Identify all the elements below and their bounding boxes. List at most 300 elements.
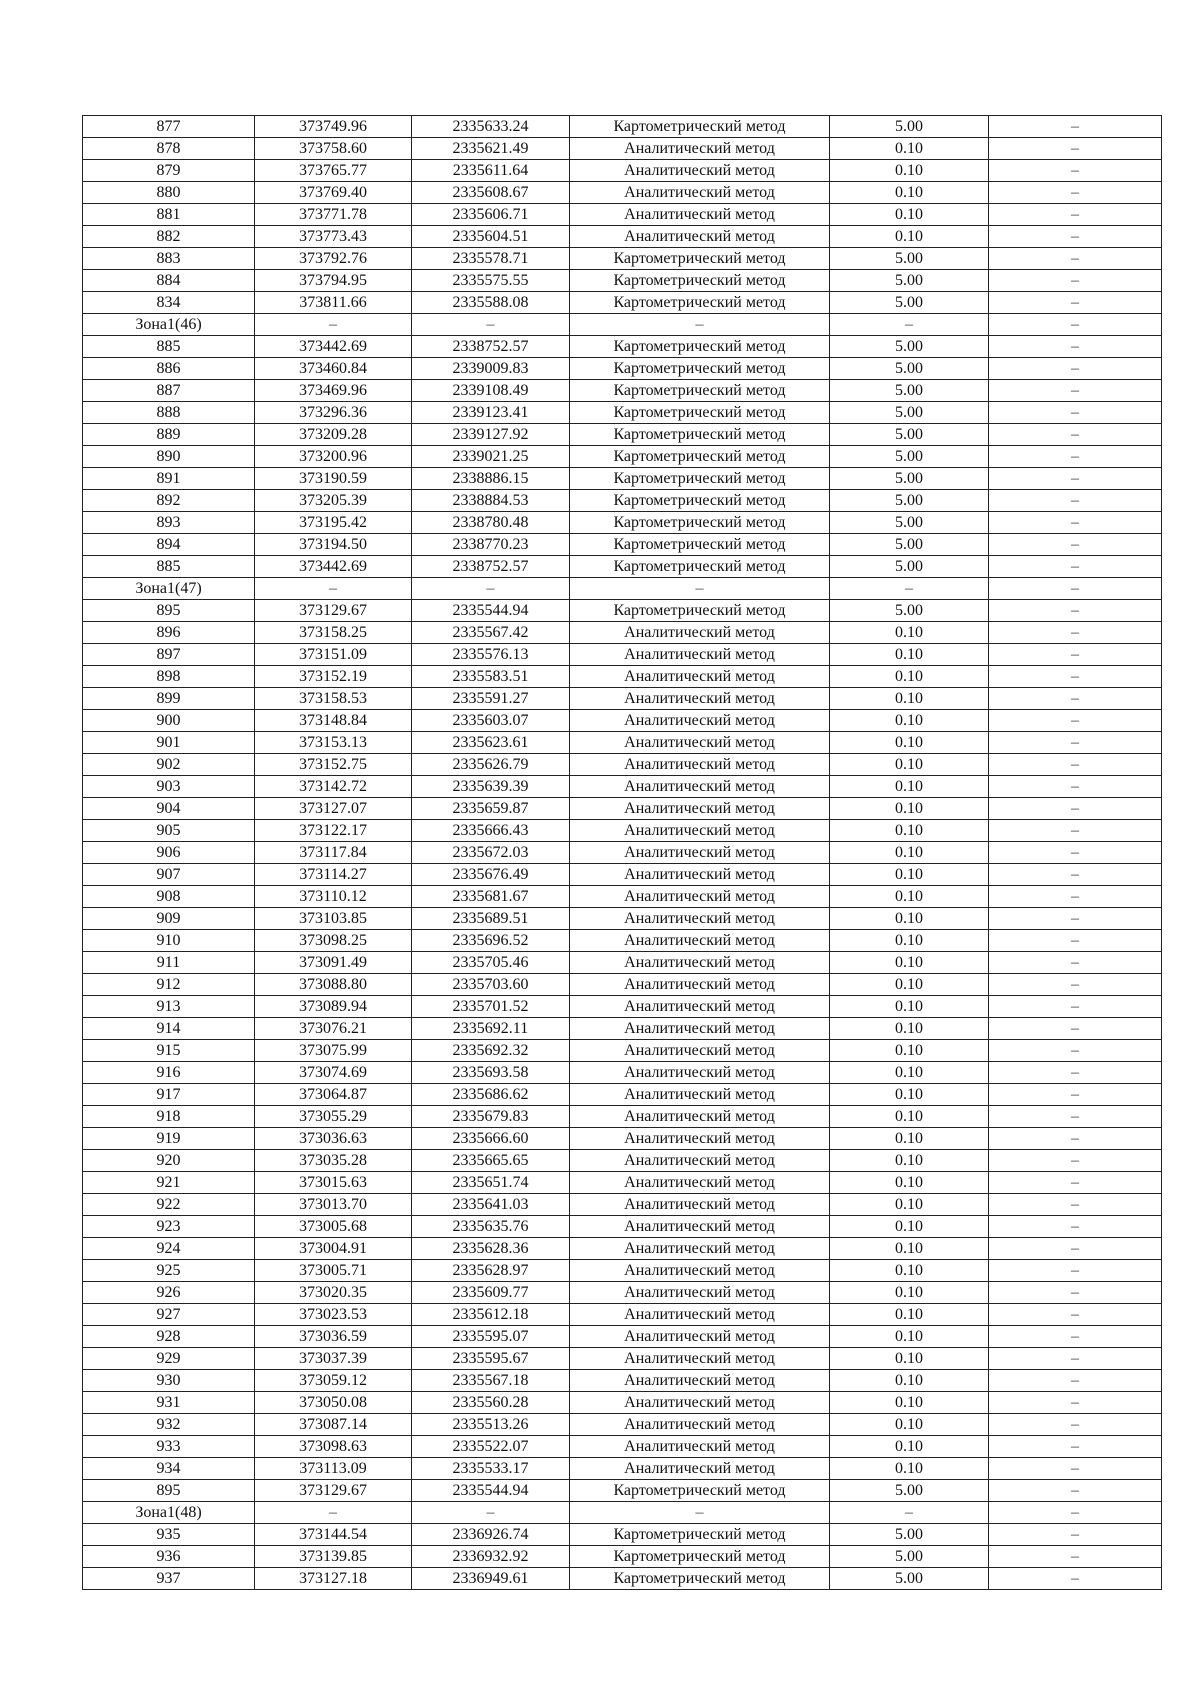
- note-cell: –: [989, 490, 1162, 512]
- method-cell: Аналитический метод: [570, 182, 830, 204]
- accuracy-cell: 5.00: [830, 1480, 989, 1502]
- y-coordinate-cell: 2335635.76: [412, 1216, 570, 1238]
- note-cell: –: [989, 1260, 1162, 1282]
- accuracy-cell: 5.00: [830, 1546, 989, 1568]
- x-coordinate-cell: 373442.69: [255, 336, 412, 358]
- method-cell: Картометрический метод: [570, 490, 830, 512]
- table-row: [83, 974, 1162, 996]
- accuracy-cell: 0.10: [830, 1260, 989, 1282]
- x-coordinate-cell: 373442.69: [255, 556, 412, 578]
- table-row: [83, 248, 1162, 270]
- method-cell: Картометрический метод: [570, 468, 830, 490]
- method-cell: Аналитический метод: [570, 1018, 830, 1040]
- table-row: [83, 820, 1162, 842]
- table-row: [83, 864, 1162, 886]
- x-coordinate-cell: 373098.63: [255, 1436, 412, 1458]
- point-number-cell: 926: [83, 1282, 255, 1304]
- accuracy-cell: 5.00: [830, 600, 989, 622]
- point-number-cell: 897: [83, 644, 255, 666]
- note-cell: –: [989, 556, 1162, 578]
- method-cell: Аналитический метод: [570, 820, 830, 842]
- accuracy-cell: 0.10: [830, 1326, 989, 1348]
- x-coordinate-cell: 373117.84: [255, 842, 412, 864]
- x-coordinate-cell: 373200.96: [255, 446, 412, 468]
- note-cell: –: [989, 1458, 1162, 1480]
- accuracy-cell: 0.10: [830, 688, 989, 710]
- y-coordinate-cell: 2335513.26: [412, 1414, 570, 1436]
- method-cell: Аналитический метод: [570, 1194, 830, 1216]
- method-cell: Картометрический метод: [570, 358, 830, 380]
- y-coordinate-cell: 2338770.23: [412, 534, 570, 556]
- y-coordinate-cell: 2335686.62: [412, 1084, 570, 1106]
- table-row: [83, 358, 1162, 380]
- accuracy-cell: 0.10: [830, 996, 989, 1018]
- y-coordinate-cell: 2339021.25: [412, 446, 570, 468]
- note-cell: –: [989, 534, 1162, 556]
- table-row: [83, 1524, 1162, 1546]
- x-coordinate-cell: 373020.35: [255, 1282, 412, 1304]
- note-cell: –: [989, 1238, 1162, 1260]
- point-number-cell: 917: [83, 1084, 255, 1106]
- table-row: [83, 1216, 1162, 1238]
- x-coordinate-cell: 373765.77: [255, 160, 412, 182]
- method-cell: Картометрический метод: [570, 424, 830, 446]
- accuracy-cell: 0.10: [830, 1018, 989, 1040]
- y-coordinate-cell: 2339108.49: [412, 380, 570, 402]
- table-row: [83, 754, 1162, 776]
- y-coordinate-cell: 2335696.52: [412, 930, 570, 952]
- x-coordinate-cell: 373110.12: [255, 886, 412, 908]
- y-coordinate-cell: 2335692.11: [412, 1018, 570, 1040]
- table-row: [83, 886, 1162, 908]
- point-number-cell: 899: [83, 688, 255, 710]
- method-cell: Аналитический метод: [570, 952, 830, 974]
- point-number-cell: 931: [83, 1392, 255, 1414]
- y-coordinate-cell: –: [412, 314, 570, 336]
- accuracy-cell: 0.10: [830, 1062, 989, 1084]
- x-coordinate-cell: 373059.12: [255, 1370, 412, 1392]
- accuracy-cell: 0.10: [830, 666, 989, 688]
- point-number-cell: 896: [83, 622, 255, 644]
- method-cell: Аналитический метод: [570, 886, 830, 908]
- y-coordinate-cell: 2335641.03: [412, 1194, 570, 1216]
- y-coordinate-cell: 2335628.97: [412, 1260, 570, 1282]
- table-row: [83, 446, 1162, 468]
- coordinates-table: [82, 115, 1162, 1590]
- point-number-cell: 924: [83, 1238, 255, 1260]
- point-number-cell: Зона1(47): [83, 578, 255, 600]
- method-cell: Картометрический метод: [570, 336, 830, 358]
- x-coordinate-cell: 373004.91: [255, 1238, 412, 1260]
- note-cell: –: [989, 1348, 1162, 1370]
- x-coordinate-cell: 373194.50: [255, 534, 412, 556]
- accuracy-cell: 0.10: [830, 1414, 989, 1436]
- table-row: [83, 1304, 1162, 1326]
- accuracy-cell: 5.00: [830, 358, 989, 380]
- note-cell: –: [989, 446, 1162, 468]
- table-row: [83, 424, 1162, 446]
- point-number-cell: 937: [83, 1568, 255, 1590]
- point-number-cell: 894: [83, 534, 255, 556]
- accuracy-cell: –: [830, 314, 989, 336]
- note-cell: –: [989, 754, 1162, 776]
- method-cell: Аналитический метод: [570, 864, 830, 886]
- method-cell: Аналитический метод: [570, 1172, 830, 1194]
- x-coordinate-cell: 373152.75: [255, 754, 412, 776]
- table-row: [83, 1194, 1162, 1216]
- x-coordinate-cell: 373749.96: [255, 116, 412, 138]
- y-coordinate-cell: 2339009.83: [412, 358, 570, 380]
- x-coordinate-cell: 373771.78: [255, 204, 412, 226]
- table-row: [83, 1238, 1162, 1260]
- y-coordinate-cell: 2335603.07: [412, 710, 570, 732]
- y-coordinate-cell: 2338884.53: [412, 490, 570, 512]
- point-number-cell: 919: [83, 1128, 255, 1150]
- accuracy-cell: 0.10: [830, 1084, 989, 1106]
- table-row: [83, 1172, 1162, 1194]
- method-cell: Аналитический метод: [570, 930, 830, 952]
- accuracy-cell: 0.10: [830, 226, 989, 248]
- note-cell: –: [989, 710, 1162, 732]
- x-coordinate-cell: –: [255, 1502, 412, 1524]
- method-cell: Аналитический метод: [570, 1304, 830, 1326]
- y-coordinate-cell: 2336949.61: [412, 1568, 570, 1590]
- y-coordinate-cell: 2335623.61: [412, 732, 570, 754]
- table-row: [83, 490, 1162, 512]
- point-number-cell: 877: [83, 116, 255, 138]
- accuracy-cell: 5.00: [830, 468, 989, 490]
- y-coordinate-cell: 2335544.94: [412, 1480, 570, 1502]
- accuracy-cell: 0.10: [830, 930, 989, 952]
- note-cell: –: [989, 578, 1162, 600]
- method-cell: Картометрический метод: [570, 402, 830, 424]
- table-row: [83, 204, 1162, 226]
- y-coordinate-cell: 2338886.15: [412, 468, 570, 490]
- x-coordinate-cell: 373050.08: [255, 1392, 412, 1414]
- x-coordinate-cell: –: [255, 314, 412, 336]
- y-coordinate-cell: 2335705.46: [412, 952, 570, 974]
- table-row: [83, 1260, 1162, 1282]
- y-coordinate-cell: 2335522.07: [412, 1436, 570, 1458]
- y-coordinate-cell: 2335583.51: [412, 666, 570, 688]
- method-cell: Аналитический метод: [570, 1106, 830, 1128]
- method-cell: Аналитический метод: [570, 1084, 830, 1106]
- point-number-cell: 920: [83, 1150, 255, 1172]
- point-number-cell: 915: [83, 1040, 255, 1062]
- accuracy-cell: 0.10: [830, 886, 989, 908]
- accuracy-cell: 0.10: [830, 864, 989, 886]
- y-coordinate-cell: 2335611.64: [412, 160, 570, 182]
- table-row: [83, 116, 1162, 138]
- x-coordinate-cell: 373190.59: [255, 468, 412, 490]
- point-number-cell: 889: [83, 424, 255, 446]
- note-cell: –: [989, 512, 1162, 534]
- method-cell: Аналитический метод: [570, 1282, 830, 1304]
- note-cell: –: [989, 1436, 1162, 1458]
- point-number-cell: 881: [83, 204, 255, 226]
- x-coordinate-cell: 373205.39: [255, 490, 412, 512]
- x-coordinate-cell: 373139.85: [255, 1546, 412, 1568]
- y-coordinate-cell: 2335567.42: [412, 622, 570, 644]
- note-cell: –: [989, 1084, 1162, 1106]
- accuracy-cell: 0.10: [830, 138, 989, 160]
- note-cell: –: [989, 688, 1162, 710]
- y-coordinate-cell: 2335560.28: [412, 1392, 570, 1414]
- note-cell: –: [989, 798, 1162, 820]
- accuracy-cell: 5.00: [830, 270, 989, 292]
- method-cell: Картометрический метод: [570, 556, 830, 578]
- accuracy-cell: 5.00: [830, 1568, 989, 1590]
- x-coordinate-cell: 373114.27: [255, 864, 412, 886]
- x-coordinate-cell: 373087.14: [255, 1414, 412, 1436]
- method-cell: Картометрический метод: [570, 512, 830, 534]
- note-cell: –: [989, 1392, 1162, 1414]
- method-cell: Аналитический метод: [570, 1436, 830, 1458]
- x-coordinate-cell: 373036.59: [255, 1326, 412, 1348]
- accuracy-cell: 5.00: [830, 380, 989, 402]
- table-row: [83, 138, 1162, 160]
- table-row: [83, 1018, 1162, 1040]
- note-cell: –: [989, 644, 1162, 666]
- accuracy-cell: 0.10: [830, 974, 989, 996]
- point-number-cell: 929: [83, 1348, 255, 1370]
- note-cell: –: [989, 226, 1162, 248]
- note-cell: –: [989, 1414, 1162, 1436]
- y-coordinate-cell: 2335689.51: [412, 908, 570, 930]
- x-coordinate-cell: 373129.67: [255, 1480, 412, 1502]
- accuracy-cell: 5.00: [830, 292, 989, 314]
- point-number-cell: 922: [83, 1194, 255, 1216]
- y-coordinate-cell: –: [412, 1502, 570, 1524]
- x-coordinate-cell: 373469.96: [255, 380, 412, 402]
- y-coordinate-cell: 2335567.18: [412, 1370, 570, 1392]
- point-number-cell: 879: [83, 160, 255, 182]
- method-cell: Картометрический метод: [570, 1546, 830, 1568]
- method-cell: Аналитический метод: [570, 908, 830, 930]
- accuracy-cell: 0.10: [830, 732, 989, 754]
- y-coordinate-cell: 2335544.94: [412, 600, 570, 622]
- table-row: [83, 380, 1162, 402]
- point-number-cell: 930: [83, 1370, 255, 1392]
- x-coordinate-cell: 373091.49: [255, 952, 412, 974]
- y-coordinate-cell: 2335676.49: [412, 864, 570, 886]
- accuracy-cell: 0.10: [830, 1172, 989, 1194]
- x-coordinate-cell: 373103.85: [255, 908, 412, 930]
- note-cell: –: [989, 1018, 1162, 1040]
- accuracy-cell: 0.10: [830, 622, 989, 644]
- y-coordinate-cell: 2335666.43: [412, 820, 570, 842]
- point-number-cell: 916: [83, 1062, 255, 1084]
- x-coordinate-cell: 373037.39: [255, 1348, 412, 1370]
- x-coordinate-cell: 373811.66: [255, 292, 412, 314]
- y-coordinate-cell: 2338780.48: [412, 512, 570, 534]
- y-coordinate-cell: 2335626.79: [412, 754, 570, 776]
- y-coordinate-cell: 2335604.51: [412, 226, 570, 248]
- x-coordinate-cell: 373122.17: [255, 820, 412, 842]
- method-cell: Картометрический метод: [570, 116, 830, 138]
- accuracy-cell: 0.10: [830, 754, 989, 776]
- point-number-cell: 892: [83, 490, 255, 512]
- x-coordinate-cell: 373773.43: [255, 226, 412, 248]
- method-cell: Картометрический метод: [570, 292, 830, 314]
- x-coordinate-cell: 373144.54: [255, 1524, 412, 1546]
- accuracy-cell: 5.00: [830, 512, 989, 534]
- x-coordinate-cell: 373152.19: [255, 666, 412, 688]
- point-number-cell: 936: [83, 1546, 255, 1568]
- accuracy-cell: 0.10: [830, 776, 989, 798]
- x-coordinate-cell: 373005.68: [255, 1216, 412, 1238]
- accuracy-cell: 0.10: [830, 1370, 989, 1392]
- point-number-cell: 908: [83, 886, 255, 908]
- x-coordinate-cell: 373064.87: [255, 1084, 412, 1106]
- table-row: [83, 1458, 1162, 1480]
- note-cell: –: [989, 314, 1162, 336]
- accuracy-cell: 0.10: [830, 1238, 989, 1260]
- point-number-cell: 907: [83, 864, 255, 886]
- accuracy-cell: 5.00: [830, 424, 989, 446]
- method-cell: Аналитический метод: [570, 1326, 830, 1348]
- y-coordinate-cell: 2335595.07: [412, 1326, 570, 1348]
- y-coordinate-cell: 2335633.24: [412, 116, 570, 138]
- table-row: [83, 908, 1162, 930]
- point-number-cell: 903: [83, 776, 255, 798]
- point-number-cell: 909: [83, 908, 255, 930]
- y-coordinate-cell: 2335701.52: [412, 996, 570, 1018]
- table-row: [83, 732, 1162, 754]
- zone-header-row: [83, 314, 1162, 336]
- table-row: [83, 1062, 1162, 1084]
- note-cell: –: [989, 182, 1162, 204]
- point-number-cell: 834: [83, 292, 255, 314]
- y-coordinate-cell: 2335575.55: [412, 270, 570, 292]
- point-number-cell: 898: [83, 666, 255, 688]
- note-cell: –: [989, 270, 1162, 292]
- y-coordinate-cell: 2335679.83: [412, 1106, 570, 1128]
- zone-header-row: [83, 1502, 1162, 1524]
- table-row: [83, 1106, 1162, 1128]
- y-coordinate-cell: 2335609.77: [412, 1282, 570, 1304]
- table-row: [83, 798, 1162, 820]
- y-coordinate-cell: 2338752.57: [412, 556, 570, 578]
- point-number-cell: 885: [83, 336, 255, 358]
- x-coordinate-cell: 373023.53: [255, 1304, 412, 1326]
- table-row: [83, 1084, 1162, 1106]
- method-cell: Аналитический метод: [570, 1260, 830, 1282]
- point-number-cell: 912: [83, 974, 255, 996]
- note-cell: –: [989, 292, 1162, 314]
- point-number-cell: 891: [83, 468, 255, 490]
- x-coordinate-cell: 373076.21: [255, 1018, 412, 1040]
- y-coordinate-cell: 2335533.17: [412, 1458, 570, 1480]
- point-number-cell: 878: [83, 138, 255, 160]
- method-cell: Аналитический метод: [570, 226, 830, 248]
- point-number-cell: 893: [83, 512, 255, 534]
- x-coordinate-cell: 373758.60: [255, 138, 412, 160]
- method-cell: –: [570, 1502, 830, 1524]
- point-number-cell: 883: [83, 248, 255, 270]
- accuracy-cell: 0.10: [830, 908, 989, 930]
- table-row: [83, 160, 1162, 182]
- y-coordinate-cell: 2335639.39: [412, 776, 570, 798]
- note-cell: –: [989, 600, 1162, 622]
- y-coordinate-cell: –: [412, 578, 570, 600]
- table-row: [83, 1568, 1162, 1590]
- y-coordinate-cell: 2335608.67: [412, 182, 570, 204]
- note-cell: –: [989, 1216, 1162, 1238]
- table-row: [83, 226, 1162, 248]
- x-coordinate-cell: 373035.28: [255, 1150, 412, 1172]
- method-cell: Картометрический метод: [570, 1480, 830, 1502]
- note-cell: –: [989, 138, 1162, 160]
- method-cell: Аналитический метод: [570, 1150, 830, 1172]
- note-cell: –: [989, 1480, 1162, 1502]
- note-cell: –: [989, 930, 1162, 952]
- x-coordinate-cell: 373158.25: [255, 622, 412, 644]
- note-cell: –: [989, 1150, 1162, 1172]
- method-cell: Картометрический метод: [570, 380, 830, 402]
- accuracy-cell: 5.00: [830, 490, 989, 512]
- x-coordinate-cell: 373209.28: [255, 424, 412, 446]
- x-coordinate-cell: 373088.80: [255, 974, 412, 996]
- table-row: [83, 468, 1162, 490]
- table-row: [83, 666, 1162, 688]
- table-row: [83, 622, 1162, 644]
- y-coordinate-cell: 2335693.58: [412, 1062, 570, 1084]
- x-coordinate-cell: 373089.94: [255, 996, 412, 1018]
- method-cell: Аналитический метод: [570, 622, 830, 644]
- method-cell: Аналитический метод: [570, 798, 830, 820]
- note-cell: –: [989, 1524, 1162, 1546]
- point-number-cell: 913: [83, 996, 255, 1018]
- note-cell: –: [989, 1282, 1162, 1304]
- method-cell: Картометрический метод: [570, 1524, 830, 1546]
- point-number-cell: 904: [83, 798, 255, 820]
- x-coordinate-cell: 373074.69: [255, 1062, 412, 1084]
- x-coordinate-cell: 373158.53: [255, 688, 412, 710]
- point-number-cell: 880: [83, 182, 255, 204]
- point-number-cell: 886: [83, 358, 255, 380]
- note-cell: –: [989, 248, 1162, 270]
- x-coordinate-cell: 373127.07: [255, 798, 412, 820]
- table-row: [83, 1392, 1162, 1414]
- x-coordinate-cell: 373142.72: [255, 776, 412, 798]
- note-cell: –: [989, 1106, 1162, 1128]
- point-number-cell: 911: [83, 952, 255, 974]
- method-cell: Аналитический метод: [570, 1414, 830, 1436]
- accuracy-cell: 0.10: [830, 160, 989, 182]
- accuracy-cell: 0.10: [830, 1040, 989, 1062]
- table-row: [83, 1480, 1162, 1502]
- table-row: [83, 688, 1162, 710]
- accuracy-cell: 0.10: [830, 1194, 989, 1216]
- note-cell: –: [989, 116, 1162, 138]
- y-coordinate-cell: 2335692.32: [412, 1040, 570, 1062]
- note-cell: –: [989, 1326, 1162, 1348]
- method-cell: Аналитический метод: [570, 974, 830, 996]
- method-cell: Аналитический метод: [570, 1238, 830, 1260]
- point-number-cell: 921: [83, 1172, 255, 1194]
- y-coordinate-cell: 2339123.41: [412, 402, 570, 424]
- accuracy-cell: 5.00: [830, 556, 989, 578]
- y-coordinate-cell: 2339127.92: [412, 424, 570, 446]
- accuracy-cell: 0.10: [830, 1304, 989, 1326]
- table-row: [83, 710, 1162, 732]
- accuracy-cell: 0.10: [830, 798, 989, 820]
- table-row: [83, 644, 1162, 666]
- accuracy-cell: 0.10: [830, 1458, 989, 1480]
- note-cell: –: [989, 666, 1162, 688]
- method-cell: –: [570, 578, 830, 600]
